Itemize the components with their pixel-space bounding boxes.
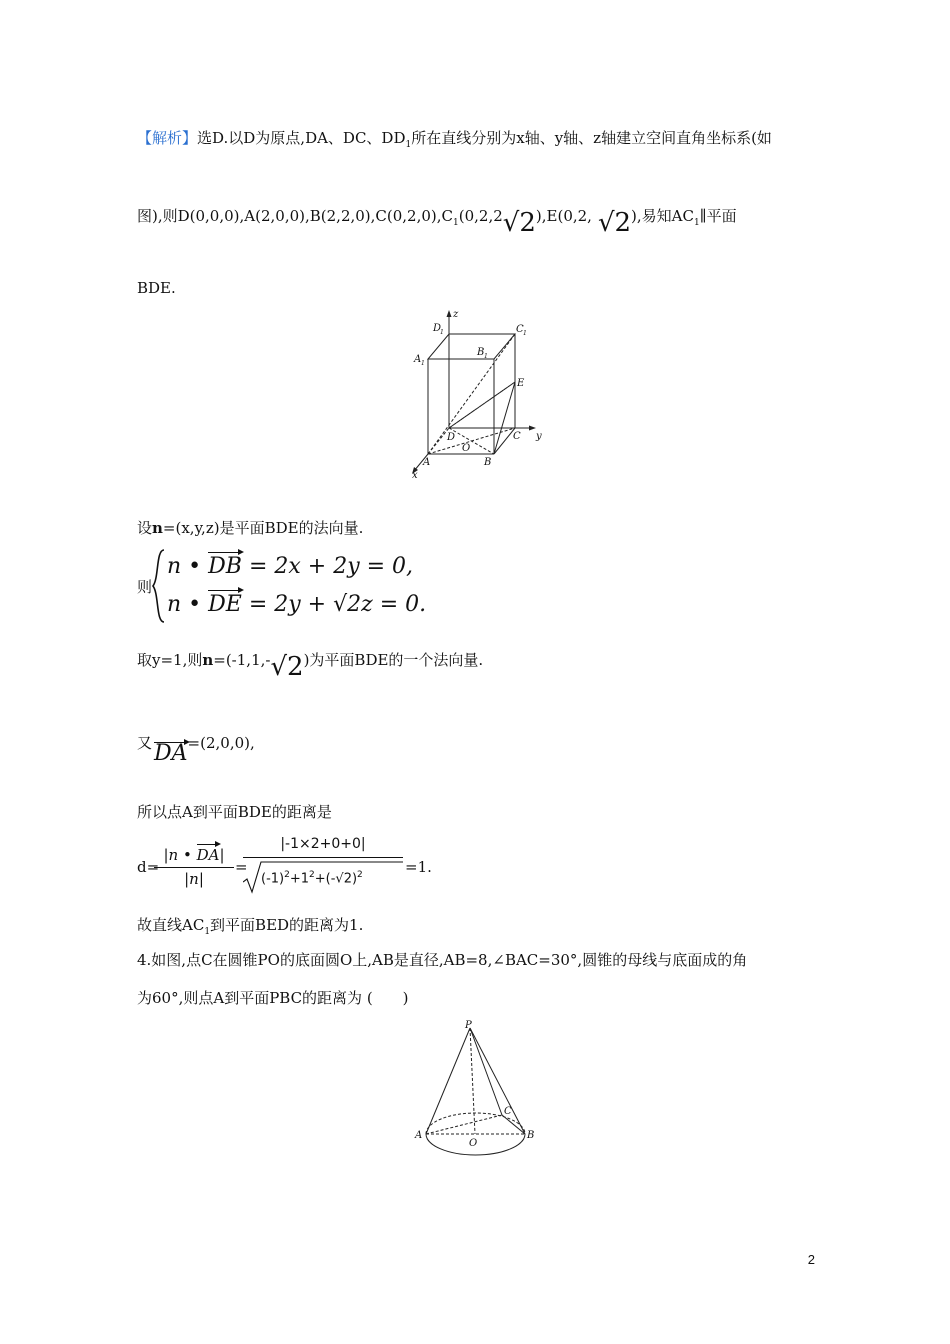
z-arrow — [447, 310, 452, 317]
svg-text:O: O — [469, 1138, 478, 1149]
vector-da-line: 又DA=(2,0,0), — [137, 734, 255, 766]
svg-text:P: P — [465, 1020, 472, 1031]
svg-text:y: y — [536, 431, 542, 442]
svg-text:B: B — [477, 347, 485, 358]
page-number: 2 — [807, 1252, 815, 1267]
svg-text:C: C — [516, 324, 524, 335]
svg-text:A: A — [423, 457, 431, 468]
svg-text:E: E — [517, 378, 525, 389]
cube-coordinate-figure — [405, 306, 555, 481]
svg-text:D: D — [433, 323, 442, 334]
svg-text:A: A — [415, 1130, 423, 1141]
y-arrow — [529, 426, 536, 431]
question-4-line-1: 4.如图,点C在圆锥PO的底面圆O上,AB是直径,AB=8,∠BAC=30°,圆锥的母线与底面成的角 — [137, 951, 748, 969]
equation-1: n • DB = 2x + 2y = 0, — [167, 554, 414, 579]
svg-text:1: 1 — [440, 329, 444, 336]
svg-text:x: x — [412, 470, 418, 481]
sqrt2-symbol: √2 — [270, 652, 304, 682]
svg-text:1: 1 — [484, 353, 488, 360]
fraction-big: |-1×2+0+0| $(-1)^2+1^2+(-√2)^2$ — [243, 834, 403, 894]
equation-system: 则 n • DB = 2x + 2y = 0, n • DE = 2y + √2z = 0. — [137, 548, 467, 624]
svg-text:1: 1 — [523, 330, 527, 337]
top-face — [428, 334, 515, 359]
normal-vector-intro: 设n=(x,y,z)是平面BDE的法向量. — [137, 519, 364, 537]
svg-text:B: B — [527, 1130, 535, 1141]
distance-intro: 所以点A到平面BDE的距离是 — [137, 803, 332, 821]
distance-formula: d= |n • DA| |n| = |-1×2+0+0| $(-1)^2+1^2+(-√2)^2$ =1. — [137, 834, 437, 902]
left-brace — [152, 548, 166, 624]
analysis-line-2: 图),则$D(0,0,0),A(2,0,0),B(2,2,0),C(0,2,0),C_1(0,2,2√2),E(0,2$, √2),易知$AC_1\parallel$平面 — [137, 207, 737, 238]
svg-text:z: z — [453, 309, 459, 320]
svg-text:B: B — [484, 457, 492, 468]
svg-text:1: 1 — [421, 360, 425, 367]
fraction-small: |n • DA| |n| — [154, 846, 234, 888]
normal-vector-choice: 取y=1,则n=(-1,1,-√2)为平面BDE的一个法向量. — [137, 651, 484, 682]
analysis-tag: 【解析】 — [137, 129, 198, 147]
cone-figure — [408, 1018, 543, 1166]
conclusion-line: 故直线$AC_1$到平面BED的距离为1. — [137, 916, 364, 937]
svg-text:C: C — [513, 431, 521, 442]
svg-text:C: C — [504, 1106, 512, 1117]
svg-text:D: D — [447, 432, 456, 443]
sqrt2-symbol: √2 — [597, 208, 632, 238]
svg-text:A: A — [414, 354, 422, 365]
analysis-line-3: BDE. — [137, 279, 176, 297]
svg-text:O: O — [462, 443, 471, 454]
analysis-line-1: 【解析】选D.以D为原点,DA、DC、$DD_1$所在直线分别为x轴、y轴、z轴建立空间直角坐标系(如 — [137, 129, 772, 150]
equation-2: n • DE = 2y + √2z = 0. — [167, 592, 427, 617]
question-4-line-2: 为60°,则点A到平面PBC的距离为 ( ) — [137, 989, 409, 1007]
sqrt2-symbol: √2 — [502, 208, 536, 238]
